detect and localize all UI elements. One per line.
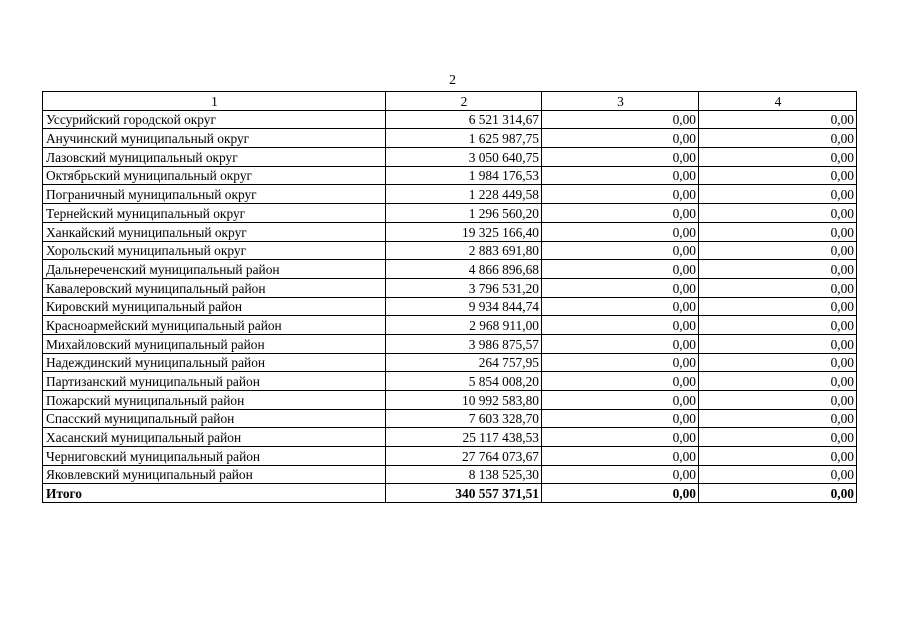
amount-cell: 10 992 583,80 bbox=[386, 391, 542, 410]
amount-cell: 6 521 314,67 bbox=[386, 110, 542, 129]
table-row bbox=[43, 185, 857, 204]
amount-cell: 8 138 525,30 bbox=[386, 465, 542, 484]
municipality-name-cell: Анучинский муниципальный округ bbox=[43, 129, 386, 148]
amount-cell: 9 934 844,74 bbox=[386, 297, 542, 316]
budget-table bbox=[42, 91, 857, 503]
value-col3-cell: 0,00 bbox=[542, 391, 699, 410]
value-col3-cell: 0,00 bbox=[542, 316, 699, 335]
column-header-1: 1 bbox=[43, 92, 386, 111]
value-col4-cell: 0,00 bbox=[699, 166, 857, 185]
municipality-name-cell: Яковлевский муниципальный район bbox=[43, 465, 386, 484]
amount-cell: 2 968 911,00 bbox=[386, 316, 542, 335]
table-row bbox=[43, 110, 857, 129]
table-row bbox=[43, 391, 857, 410]
table-row bbox=[43, 316, 857, 335]
value-col4-cell: 0,00 bbox=[699, 428, 857, 447]
value-col4-cell: 0,00 bbox=[699, 334, 857, 353]
amount-cell: 1 625 987,75 bbox=[386, 129, 542, 148]
amount-cell: 3 796 531,20 bbox=[386, 278, 542, 297]
municipality-name-cell: Черниговский муниципальный район bbox=[43, 447, 386, 466]
amount-cell: 27 764 073,67 bbox=[386, 447, 542, 466]
value-col3-cell: 0,00 bbox=[542, 353, 699, 372]
value-col3-cell: 0,00 bbox=[542, 204, 699, 223]
municipality-name-cell: Тернейский муниципальный округ bbox=[43, 204, 386, 223]
amount-cell: 5 854 008,20 bbox=[386, 372, 542, 391]
table-row bbox=[43, 353, 857, 372]
table-row bbox=[43, 129, 857, 148]
table-row bbox=[43, 241, 857, 260]
value-col3-cell: 0,00 bbox=[542, 465, 699, 484]
municipality-name-cell: Пожарский муниципальный район bbox=[43, 391, 386, 410]
table-row bbox=[43, 166, 857, 185]
table-row bbox=[43, 148, 857, 167]
municipality-name-cell: Лазовский муниципальный округ bbox=[43, 148, 386, 167]
municipality-name-cell: Хасанский муниципальный район bbox=[43, 428, 386, 447]
value-col4-cell: 0,00 bbox=[699, 391, 857, 410]
value-col3-cell: 0,00 bbox=[542, 372, 699, 391]
column-header-2: 2 bbox=[386, 92, 542, 111]
table-header-row bbox=[43, 92, 857, 111]
value-col3-cell: 0,00 bbox=[542, 428, 699, 447]
table-row bbox=[43, 447, 857, 466]
total-col4: 0,00 bbox=[699, 484, 857, 503]
amount-cell: 19 325 166,40 bbox=[386, 222, 542, 241]
total-col3: 0,00 bbox=[542, 484, 699, 503]
value-col3-cell: 0,00 bbox=[542, 278, 699, 297]
value-col4-cell: 0,00 bbox=[699, 260, 857, 279]
municipality-name-cell: Надеждинский муниципальный район bbox=[43, 353, 386, 372]
value-col4-cell: 0,00 bbox=[699, 148, 857, 167]
amount-cell: 1 984 176,53 bbox=[386, 166, 542, 185]
value-col4-cell: 0,00 bbox=[699, 372, 857, 391]
value-col4-cell: 0,00 bbox=[699, 185, 857, 204]
municipality-name-cell: Кавалеровский муниципальный район bbox=[43, 278, 386, 297]
municipality-name-cell: Кировский муниципальный район bbox=[43, 297, 386, 316]
table-row bbox=[43, 428, 857, 447]
municipality-name-cell: Партизанский муниципальный район bbox=[43, 372, 386, 391]
page-number: 2 bbox=[449, 73, 456, 88]
total-row bbox=[43, 484, 857, 503]
amount-cell: 25 117 438,53 bbox=[386, 428, 542, 447]
table-body bbox=[43, 92, 857, 503]
municipality-name-cell: Ханкайский муниципальный округ bbox=[43, 222, 386, 241]
value-col4-cell: 0,00 bbox=[699, 465, 857, 484]
value-col4-cell: 0,00 bbox=[699, 353, 857, 372]
value-col4-cell: 0,00 bbox=[699, 447, 857, 466]
total-amount: 340 557 371,51 bbox=[386, 484, 542, 503]
amount-cell: 7 603 328,70 bbox=[386, 409, 542, 428]
municipality-name-cell: Уссурийский городской округ bbox=[43, 110, 386, 129]
value-col3-cell: 0,00 bbox=[542, 148, 699, 167]
amount-cell: 3 986 875,57 bbox=[386, 334, 542, 353]
value-col4-cell: 0,00 bbox=[699, 409, 857, 428]
amount-cell: 264 757,95 bbox=[386, 353, 542, 372]
value-col4-cell: 0,00 bbox=[699, 129, 857, 148]
value-col4-cell: 0,00 bbox=[699, 297, 857, 316]
table-row bbox=[43, 372, 857, 391]
value-col3-cell: 0,00 bbox=[542, 166, 699, 185]
table-row bbox=[43, 260, 857, 279]
table-row bbox=[43, 297, 857, 316]
amount-cell: 4 866 896,68 bbox=[386, 260, 542, 279]
value-col4-cell: 0,00 bbox=[699, 204, 857, 223]
value-col4-cell: 0,00 bbox=[699, 222, 857, 241]
amount-cell: 3 050 640,75 bbox=[386, 148, 542, 167]
value-col3-cell: 0,00 bbox=[542, 129, 699, 148]
table-row bbox=[43, 465, 857, 484]
value-col3-cell: 0,00 bbox=[542, 185, 699, 204]
value-col3-cell: 0,00 bbox=[542, 110, 699, 129]
amount-cell: 1 228 449,58 bbox=[386, 185, 542, 204]
table-row bbox=[43, 222, 857, 241]
value-col4-cell: 0,00 bbox=[699, 316, 857, 335]
municipality-name-cell: Дальнереченский муниципальный район bbox=[43, 260, 386, 279]
column-header-4: 4 bbox=[699, 92, 857, 111]
municipality-name-cell: Пограничный муниципальный округ bbox=[43, 185, 386, 204]
municipality-name-cell: Октябрьский муниципальный округ bbox=[43, 166, 386, 185]
municipality-name-cell: Хорольский муниципальный округ bbox=[43, 241, 386, 260]
value-col4-cell: 0,00 bbox=[699, 278, 857, 297]
value-col3-cell: 0,00 bbox=[542, 334, 699, 353]
value-col3-cell: 0,00 bbox=[542, 409, 699, 428]
value-col3-cell: 0,00 bbox=[542, 447, 699, 466]
value-col4-cell: 0,00 bbox=[699, 241, 857, 260]
municipality-name-cell: Красноармейский муниципальный район bbox=[43, 316, 386, 335]
table-row bbox=[43, 409, 857, 428]
value-col3-cell: 0,00 bbox=[542, 222, 699, 241]
column-header-3: 3 bbox=[542, 92, 699, 111]
municipality-name-cell: Михайловский муниципальный район bbox=[43, 334, 386, 353]
table-row bbox=[43, 334, 857, 353]
table-row bbox=[43, 278, 857, 297]
table-row bbox=[43, 204, 857, 223]
total-label: Итого bbox=[43, 484, 386, 503]
value-col3-cell: 0,00 bbox=[542, 260, 699, 279]
amount-cell: 1 296 560,20 bbox=[386, 204, 542, 223]
value-col3-cell: 0,00 bbox=[542, 297, 699, 316]
value-col3-cell: 0,00 bbox=[542, 241, 699, 260]
municipality-name-cell: Спасский муниципальный район bbox=[43, 409, 386, 428]
amount-cell: 2 883 691,80 bbox=[386, 241, 542, 260]
value-col4-cell: 0,00 bbox=[699, 110, 857, 129]
